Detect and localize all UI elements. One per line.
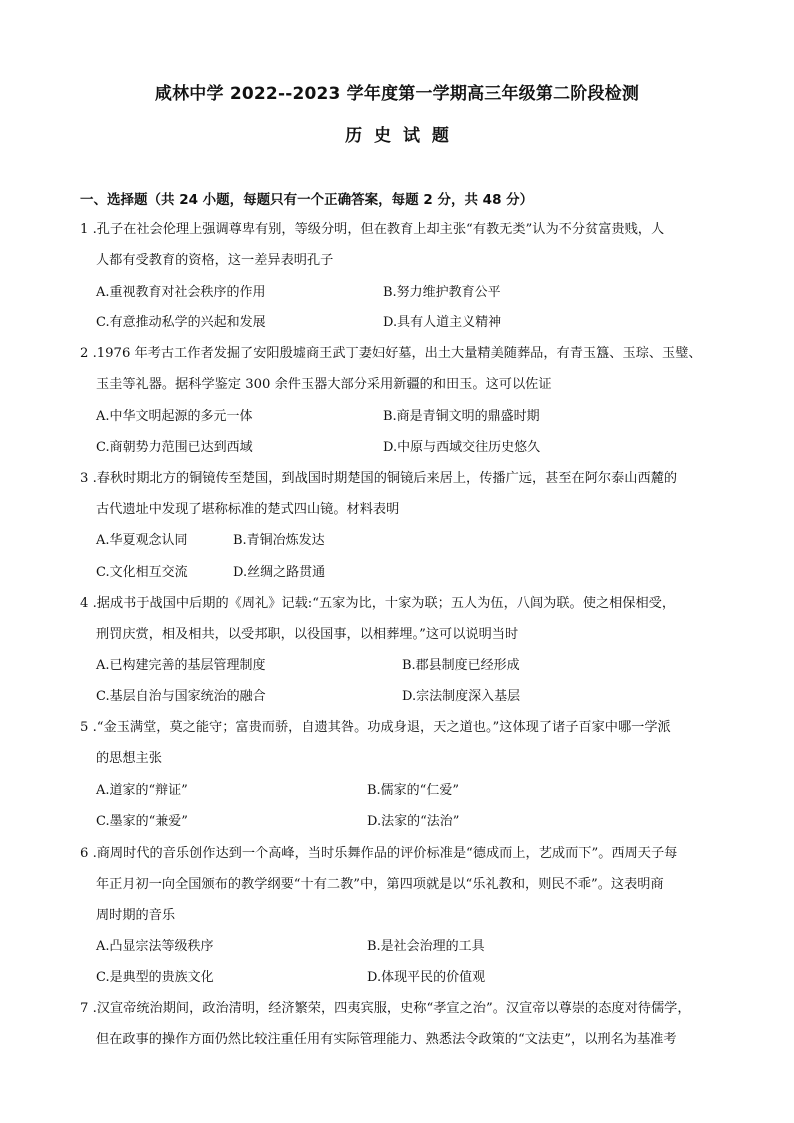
- question-5-option-d: D.法家的“法治”: [367, 814, 460, 829]
- question-2-option-a: A.中华文明起源的多元一体: [96, 409, 253, 424]
- question-5-line-1: 5 .“金玉满堂，莫之能守；富贵而骄，自遗其咎。功成身退，天之道也。”这体现了诸子百家中哪一学派: [80, 720, 671, 735]
- question-1-line-1: 1 .孔子在社会伦理上强调尊卑有别，等级分明，但在教育上却主张“有教无类”认为不分贫富贵贱，人: [80, 222, 665, 237]
- question-6-option-b: B.是社会治理的工具: [367, 939, 485, 954]
- question-4-option-c: C.基层自治与国家统治的融合: [96, 689, 266, 704]
- question-6-option-d: D.体现平民的价值观: [367, 970, 486, 985]
- question-2-option-d: D.中原与西域交往历史悠久: [383, 440, 541, 455]
- page-subtitle: 历 史 试 题: [345, 126, 449, 146]
- question-4-line-2: 刑罚庆赏，相及相共，以受邦职，以役国事，以相葬埋。”这可以说明当时: [96, 627, 519, 642]
- question-3-line-1: 3 .春秋时期北方的铜镜传至楚国，到战国时期楚国的铜镜后来居上，传播广远，甚至在阿尔泰山西麓的: [80, 471, 678, 486]
- question-6-option-c: C.是典型的贵族文化: [96, 970, 214, 985]
- question-1-option-a: A.重视教育对社会秩序的作用: [96, 285, 266, 300]
- question-6-line-1: 6 .商周时代的音乐创作达到一个高峰，当时乐舞作品的评价标准是“德成而上，艺成而下”。西周天子每: [80, 846, 678, 861]
- question-2-option-b: B.商是青铜文明的鼎盛时期: [383, 409, 540, 424]
- question-1-option-d: D.具有人道主义精神: [383, 315, 502, 330]
- question-6-line-2: 年正月初一向全国颁布的教学纲要“十有二教”中，第四项就是以“乐礼教和，则民不乖”。这表明商: [96, 877, 664, 892]
- question-4-line-1: 4 .据成书于战国中后期的《周礼》记载:“五家为比，十家为联；五人为伍，八闾为联。使之相保相受，: [80, 596, 676, 611]
- question-2-line-2: 玉圭等礼器。据科学鉴定 300 余件玉器大部分采用新疆的和田玉。这可以佐证: [96, 377, 552, 392]
- question-3-option-a: A.华夏观念认同: [96, 533, 188, 548]
- question-7-line-1: 7 .汉宣帝统治期间，政治清明，经济繁荣，四夷宾服，史称“孝宣之治”。汉宣帝以尊崇的态度对待儒学，: [80, 1001, 691, 1016]
- question-4-option-a: A.已构建完善的基层管理制度: [96, 658, 266, 673]
- question-1-line-2: 人都有受教育的资格，这一差异表明孔子: [96, 253, 334, 268]
- question-2-line-1: 2 .1976 年考古工作者发掘了安阳殷墟商王武丁妻妇好墓，出土大量精美随葬品，有青玉簋、玉琮、玉璧、: [80, 346, 702, 361]
- question-5-option-b: B.儒家的“仁爱”: [367, 783, 459, 798]
- question-1-option-c: C.有意推动私学的兴起和发展: [96, 315, 266, 330]
- question-5-line-2: 的思想主张: [96, 751, 162, 766]
- question-6-option-a: A.凸显宗法等级秩序: [96, 939, 214, 954]
- question-4-option-d: D.宗法制度深入基层: [402, 689, 521, 704]
- question-3-option-c: C.文化相互交流: [96, 565, 188, 580]
- question-4-option-b: B.郡县制度已经形成: [402, 658, 520, 673]
- page-title: 咸林中学 2022--2023 学年度第一学期高三年级第二阶段检测: [154, 84, 640, 104]
- question-5-option-c: C.墨家的“兼爱”: [96, 814, 188, 829]
- question-7-line-2: 但在政事的操作方面仍然比较注重任用有实际管理能力、熟悉法令政策的“文法吏”，以刑名为基准考: [96, 1032, 677, 1047]
- question-3-option-d: D.丝绸之路贯通: [233, 565, 326, 580]
- question-1-option-b: B.努力维护教育公平: [383, 285, 501, 300]
- question-3-option-b: B.青铜冶炼发达: [233, 533, 325, 548]
- question-3-line-2: 古代遗址中发现了堪称标准的楚式四山镜。材料表明: [96, 502, 400, 517]
- section-heading: 一、选择题（共 24 小题，每题只有一个正确答案，每题 2 分，共 48 分）: [80, 192, 534, 208]
- question-5-option-a: A.道家的“辩证”: [96, 783, 188, 798]
- question-2-option-c: C.商朝势力范围已达到西域: [96, 440, 253, 455]
- question-6-line-3: 周时期的音乐: [96, 908, 176, 923]
